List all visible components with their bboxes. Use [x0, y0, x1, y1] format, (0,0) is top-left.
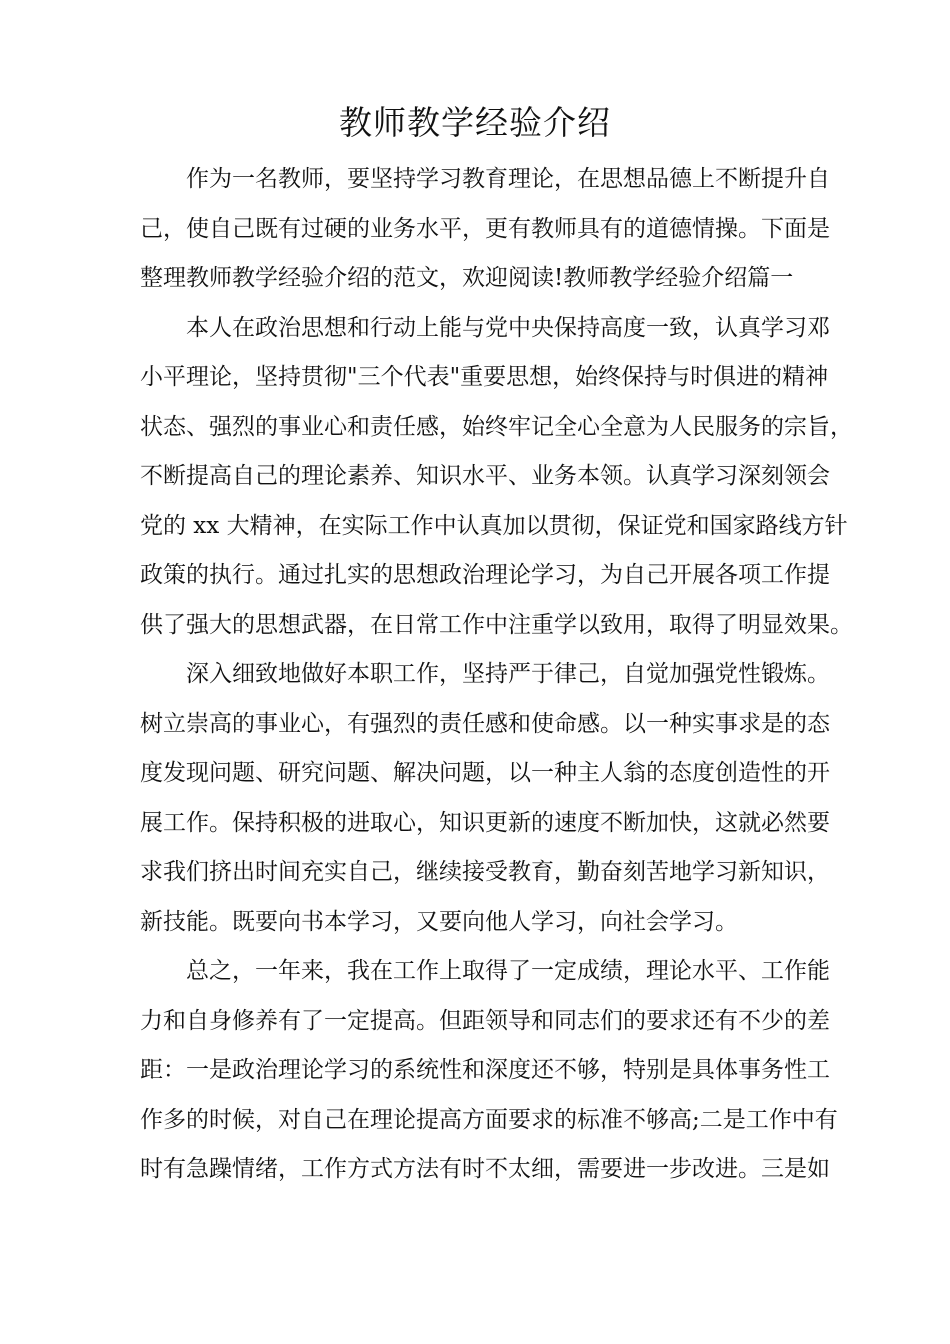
text-line: 不断提高自己的理论素养、知识水平、业务本领。认真学习深刻领会 — [140, 463, 830, 489]
text-line: 时有急躁情绪，工作方式方法有时不太细，需要进一步改进。三是如 — [140, 1156, 830, 1182]
text-line: 作为一名教师，要坚持学习教育理论，在思想品德上不断提升自 — [186, 166, 830, 192]
text-line: 作多的时候，对自己在理论提高方面要求的标准不够高;二是工作中有 — [140, 1106, 838, 1133]
paragraph-3 — [140, 650, 830, 947]
text-line: 状态、强烈的事业心和责任感，始终牢记全心全意为人民服务的宗旨， — [140, 413, 853, 440]
paragraph-1 — [140, 155, 830, 304]
document-title: 教师教学经验介绍 — [339, 103, 611, 142]
text-line: 新技能。既要向书本学习，又要向他人学习，向社会学习。 — [140, 908, 738, 935]
document-body — [140, 155, 853, 1195]
text-line: 深入细致地做好本职工作，坚持严于律己，自觉加强党性锻炼。 — [186, 661, 830, 687]
text-line: 小平理论，坚持贯彻"三个代表"重要思想，始终保持与时俱进的精神 — [140, 364, 829, 390]
text-line: 党的 xx 大精神，在实际工作中认真加以贯彻，保证党和国家路线方针 — [140, 512, 848, 539]
text-line: 政策的执行。通过扎实的思想政治理论学习，为自己开展各项工作提 — [140, 562, 830, 588]
paragraph-2 — [140, 304, 853, 651]
text-line: 总之，一年来，我在工作上取得了一定成绩，理论水平、工作能 — [186, 958, 830, 984]
text-line: 己，使自己既有过硬的业务水平，更有教师具有的道德情操。下面是 — [140, 215, 830, 242]
text-line: 供了强大的思想武器，在日常工作中注重学以致用，取得了明显效果。 — [140, 611, 853, 638]
text-line: 距：一是政治理论学习的系统性和深度还不够，特别是具体事务性工 — [140, 1057, 830, 1083]
text-line: 整理教师教学经验介绍的范文，欢迎阅读!教师教学经验介绍篇一 — [140, 265, 794, 291]
text-line: 树立崇高的事业心，有强烈的责任感和使命感。以一种实事求是的态 — [140, 710, 830, 737]
text-line: 展工作。保持积极的进取心，知识更新的速度不断加快，这就必然要 — [140, 809, 830, 836]
text-line: 力和自身修养有了一定提高。但距领导和同志们的要求还有不少的差 — [140, 1007, 830, 1034]
text-line: 本人在政治思想和行动上能与党中央保持高度一致，认真学习邓 — [186, 314, 830, 341]
paragraph-4 — [140, 947, 838, 1195]
text-line: 度发现问题、研究问题、解决问题，以一种主人翁的态度创造性的开 — [140, 760, 830, 786]
text-line: 求我们挤出时间充实自己，继续接受教育，勤奋刻苦地学习新知识， — [140, 859, 830, 885]
